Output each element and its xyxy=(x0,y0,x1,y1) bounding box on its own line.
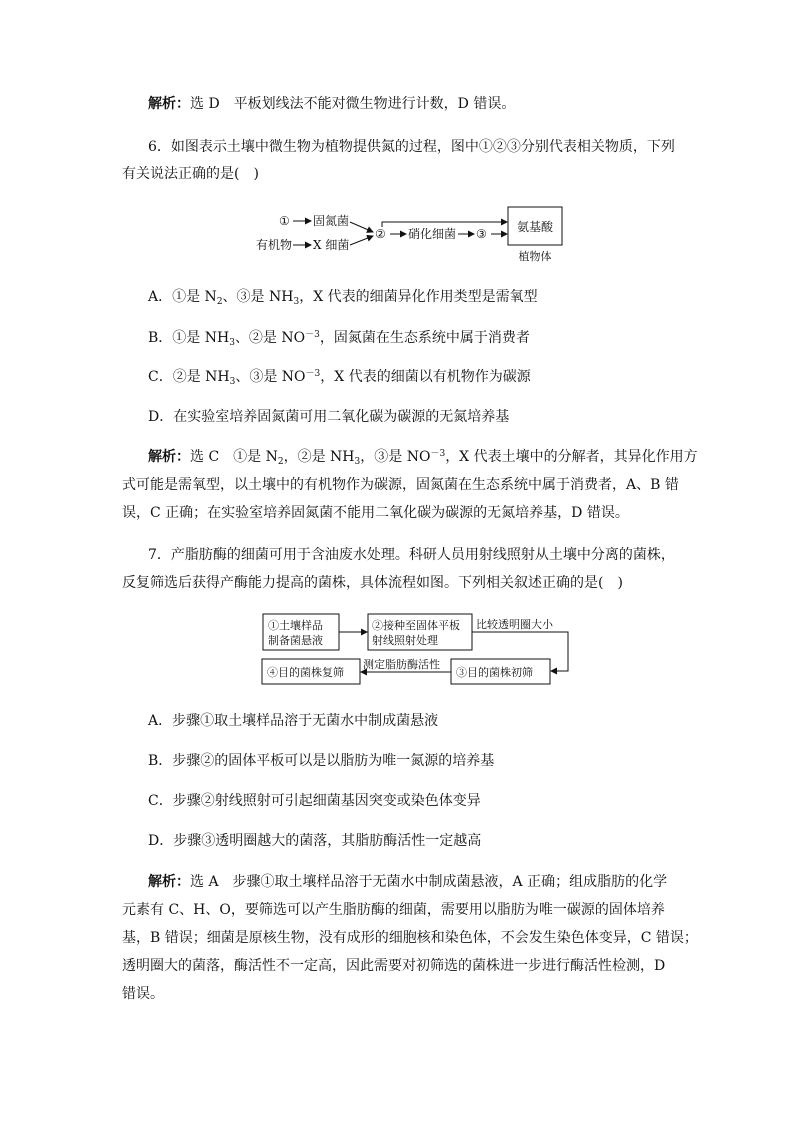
node-nitrogen-fixing-bacteria: 固氮菌 xyxy=(313,214,350,228)
q6-option-d: D．在实验室培养固氮菌可用二氧化碳为碳源的无氮培养基 xyxy=(148,409,510,425)
flow-box-1 xyxy=(263,614,339,650)
screening-flow-chart xyxy=(262,614,568,684)
flow-label-compare-halo: 比较透明圈大小 xyxy=(476,618,553,631)
flow-box-1-line2: 制备菌悬液 xyxy=(268,634,323,647)
q6-stem-line2: 有关说法正确的是( ) xyxy=(122,166,259,182)
q6-option-c: C．②是 $NH_3$、③是 $NO^{-3}$，X 代表的细菌以有机物作为碳源 xyxy=(148,369,531,387)
flow-arrow-2-3 xyxy=(472,632,568,671)
flow-box-3 xyxy=(451,659,550,684)
flow-box-3-text: ③目的菌株初筛 xyxy=(456,666,533,679)
answer-text: 选 D 平板划线法不能对微生物进行计数，D 错误。 xyxy=(190,96,516,112)
flow-box-4 xyxy=(262,659,360,684)
flow-box-2-line2: 射线照射处理 xyxy=(372,634,438,647)
q7-option-d: D．步骤③透明圈越大的菌落，其脂肪酶活性一定越高 xyxy=(148,833,482,849)
plant-box xyxy=(508,207,562,245)
q7-stem-line1: 7．产脂肪酶的细菌可用于含油废水处理。科研人员用射线照射从土壤中分离的菌株， xyxy=(148,547,675,563)
q6-answer-line2: 式可能是需氧型，以土壤中的有机物作为碳源，固氮菌在生态系统中属于消费者，A、B 错 xyxy=(122,477,679,493)
q7-answer-line2: 元素有 C、H、O，要筛选可以产生脂肪酶的细菌，需要用以脂肪为唯一碳源的固体培养 xyxy=(122,902,665,918)
flow-box-1-line1: ①土壤样品 xyxy=(268,619,323,632)
q7-stem-line2: 反复筛选后获得产酶能力提高的菌株，具体流程如图。下列相关叙述正确的是( ) xyxy=(122,575,623,591)
q7-answer-line3: 基，B 错误；细菌是原核生物，没有成形的细胞核和染色体，不会发生染色体变异，C 错误； xyxy=(122,930,698,946)
flow-label-measure-activity: 测定脂肪酶活性 xyxy=(363,658,440,671)
arrow-2-plant xyxy=(382,222,507,227)
answer-label: 解析： xyxy=(148,96,190,112)
node-organic-matter: 有机物 xyxy=(256,238,293,252)
q7-option-a: A．步骤①取土壤样品溶于无菌水中制成菌悬液 xyxy=(148,713,439,729)
q6-option-b: B．①是 $NH_3$、②是 $NO^{-3}$，固氮菌在生态系统中属于消费者 xyxy=(148,330,530,348)
q6-stem-line1: 6．如图表示土壤中微生物为植物提供氮的过程，图中①②③分别代表相关物质，下列 xyxy=(148,139,675,155)
node-nitrifying-bacteria: 硝化细菌 xyxy=(408,227,457,241)
flow-box-2-line1: ②接种至固体平板 xyxy=(372,619,460,632)
flow-box-4-text: ④目的菌株复筛 xyxy=(267,666,344,679)
arrow-x-2 xyxy=(350,236,373,245)
q5-answer xyxy=(148,95,515,113)
node-amino-acid: 氨基酸 xyxy=(516,220,554,234)
q7-option-b: B．步骤②的固体平板可以是以脂肪为唯一氮源的培养基 xyxy=(148,753,495,769)
nitrogen-cycle-diagram xyxy=(256,207,562,263)
node-2: ② xyxy=(375,227,386,241)
plant-label: 植物体 xyxy=(518,250,552,263)
flow-box-2 xyxy=(368,614,472,650)
q6-answer-line3: 误，C 正确；在实验室培养固氮菌不能用二氧化碳为碳源的无氮培养基，D 错误。 xyxy=(122,505,629,521)
q7-option-c: C．步骤②射线照射可引起细菌基因突变或染色体变异 xyxy=(148,793,481,809)
q7-answer-line5: 错误。 xyxy=(122,986,164,1002)
node-1: ① xyxy=(279,214,290,228)
node-x-bacteria: X 细菌 xyxy=(313,238,350,252)
q6-option-a: A．①是 $N_2$、③是 $NH_3$，X 代表的细菌异化作用类型是需氧型 xyxy=(148,289,538,307)
arrow-fixer-2 xyxy=(350,222,373,232)
q7-answer-line1: 解析：选 A 步骤①取土壤样品溶于无菌水中制成菌悬液，A 正确；组成脂肪的化学 xyxy=(148,874,668,890)
q7-answer-line4: 透明圈大的菌落，酶活性不一定高，因此需要对初筛选的菌株进一步进行酶活性检测，D xyxy=(122,958,666,974)
q6-answer-line1: 解析：选 C ①是 $N_2$，②是 $NH_3$，③是 $NO^{-3}$，X 代表土壤中的分解者，其异化作用方 xyxy=(148,449,698,467)
node-3: ③ xyxy=(476,227,487,241)
